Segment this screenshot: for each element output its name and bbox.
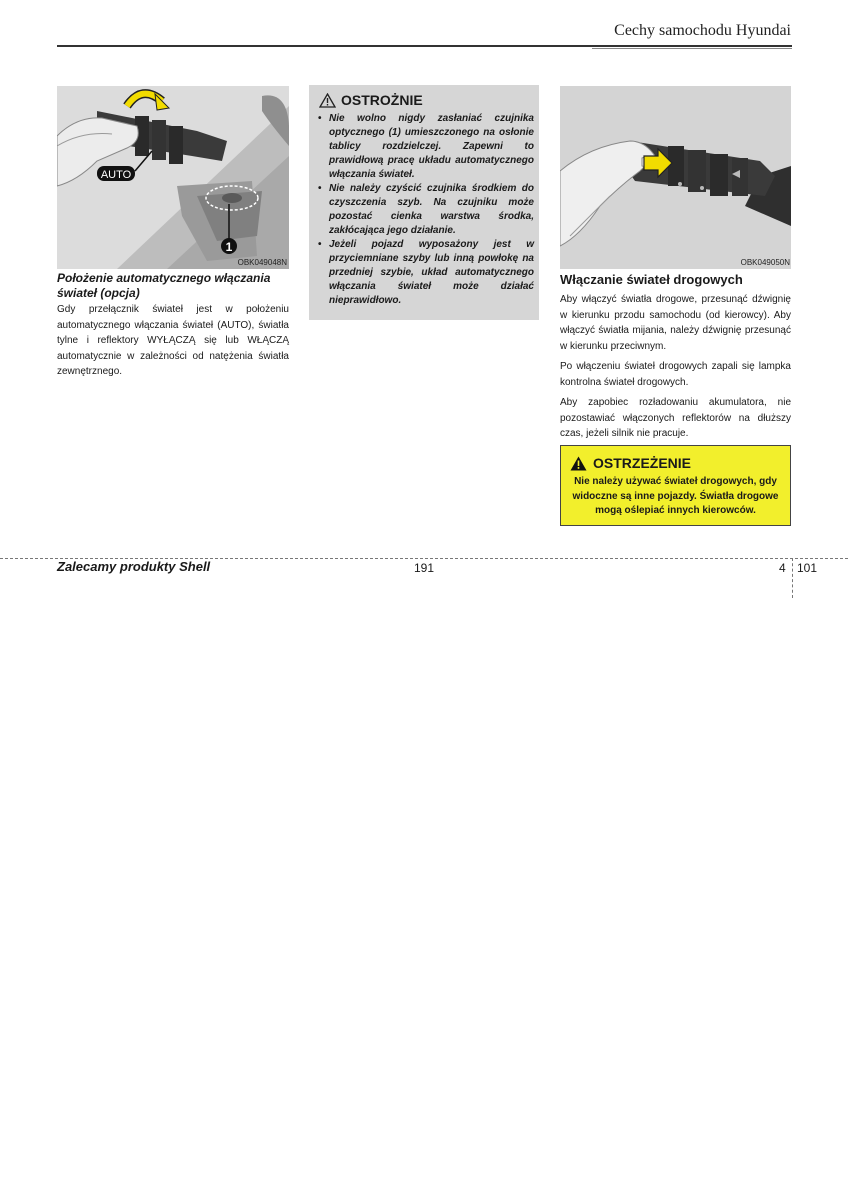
figure-code-right: OBK049050N: [740, 258, 790, 267]
auto-light-caption: Położenie automatycznego włączania świateł (opcja): [57, 271, 271, 300]
auto-callout-label: AUTO: [100, 169, 132, 181]
high-beam-lever-illustration: [560, 86, 791, 269]
warning-box: [560, 445, 791, 526]
footer-dashed-divider: [792, 558, 793, 598]
warning-triangle-filled-icon: [570, 456, 587, 471]
warning-title: OSTRZEŻENIE: [593, 455, 692, 471]
caution-heading: [319, 92, 423, 108]
caution-title: OSTROŻNIE: [341, 92, 423, 108]
high-beam-paragraph: Aby włączyć światła drogowe, przesunąć dźwignię w kierunku przodu samochodu (od kierowcy). Aby włączyć światła mijania, należy dźwignię przesunąć w kierunku przeciwnym.: [560, 294, 791, 352]
footer-center-number: 191: [414, 561, 435, 575]
auto-light-body: [57, 302, 289, 385]
auto-light-switch-illustration: [57, 86, 289, 269]
high-beam-paragraph: Aby zapobiec rozładowaniu akumulatora, nie pozostawiać włączonych reflektorów na dłuższy czas, jeżeli silnik nie pracuje.: [560, 397, 791, 439]
running-header-title: Cechy samochodu Hyundai: [614, 22, 791, 39]
footer-promo-text: Zalecamy produkty Shell: [57, 559, 211, 574]
caution-list: [318, 112, 534, 308]
warning-heading: [570, 455, 691, 471]
footer-page-number: 101: [797, 561, 818, 575]
sensor-callout-number: 1: [225, 240, 233, 254]
high-beam-body: [560, 292, 791, 447]
figure-high-beam-lever: [560, 86, 791, 269]
caution-item: • Nie należy czyścić czujnika środkiem do czyszczenia szyb. Na czujniku może pozostać cienka warstwa środka, zakłócająca jego działanie.: [318, 182, 534, 238]
header-rule: [57, 45, 792, 47]
auto-light-paragraph: Gdy przełącznik świateł jest w położeniu automatycznego włączania świateł (AUTO), światła tylne i reflektory WYŁĄCZĄ się lub WŁĄCZĄ automatycznie w zależności od natężenia światła zewnętrznego.: [57, 304, 289, 377]
warning-text: Nie należy używać świateł drogowych, gdy widoczne są inne pojazdy. Światła drogowe mogą oślepiać innych kierowców.: [572, 476, 779, 516]
header-rule-thin: [592, 48, 792, 49]
footer-chapter-number: 4: [779, 561, 786, 575]
warning-triangle-icon: [319, 93, 336, 108]
caution-item: • Nie wolno nigdy zasłaniać czujnika optycznego (1) umieszczonego na osłonie tablicy rozdzielczej. Zapewni to prawidłową pracę układu automatycznego włączania świateł.: [318, 112, 534, 182]
figure-code-left: OBK049048N: [237, 258, 287, 267]
caution-box: [309, 85, 539, 320]
figure-auto-light-switch: [57, 86, 289, 269]
high-beam-paragraph: Po włączeniu świateł drogowych zapali się lampka kontrolna świateł drogowych.: [560, 361, 791, 388]
caution-item: • Jeżeli pojazd wyposażony jest w przyciemniane szyby lub inną powłokę na przedniej szybie, układ automatycznego włączania świateł może działać nieprawidłowo.: [318, 238, 534, 308]
high-beam-section-title: Włączanie świateł drogowych: [560, 272, 743, 287]
